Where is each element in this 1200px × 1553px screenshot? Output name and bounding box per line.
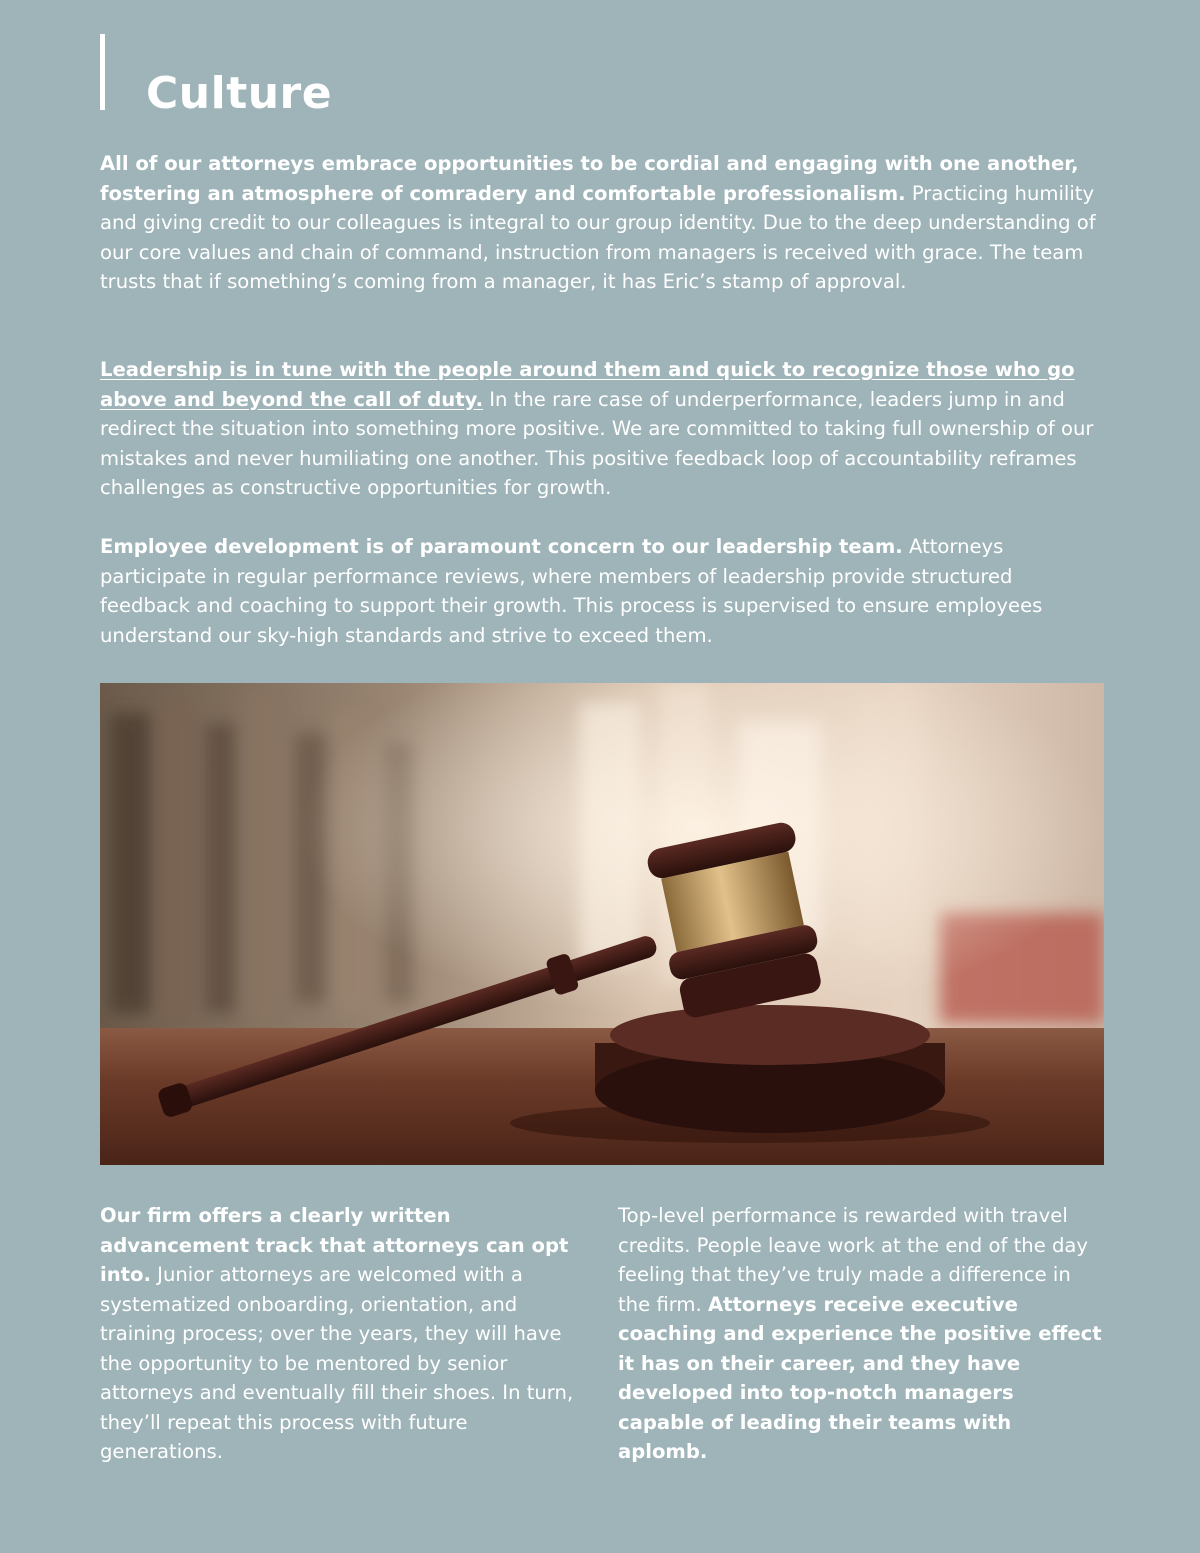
page-title: Culture [146, 68, 333, 119]
leadership-body: In the rare case of underperformance, leaders jump in and redirect the situation into something more positive. We are committed to taking full ownership of our mistakes and never humiliating one another. This positive feedback loop of accountability reframes challenges as constructive opportunities for growth. [100, 387, 1094, 499]
title-accent-bar [100, 34, 105, 110]
development-paragraph [100, 532, 1104, 650]
rewards-paragraph [618, 1201, 1104, 1467]
development-body: Attorneys participate in regular performance reviews, where members of leadership provide structured feedback and coaching to support their growth. This process is supervised to ensure employees understand our sky-high standards and strive to exceed them. [100, 535, 1043, 647]
gavel-photo [100, 683, 1104, 1165]
leadership-paragraph [100, 355, 1104, 503]
development-lead: Employee development is of paramount concern to our leadership team. [100, 535, 903, 558]
leadership-lead: Leadership is in tune with the people around them and quick to recognize those who go above and beyond the call of duty. [100, 358, 1075, 411]
intro-lead: All of our attorneys embrace opportunities to be cordial and engaging with one another, fostering an atmosphere of comradery and comfortable professionalism. [100, 152, 1079, 205]
advancement-paragraph [100, 1201, 586, 1467]
advancement-lead: Our firm offers a clearly written advancement track that attorneys can opt into. [100, 1204, 569, 1286]
intro-body: Practicing humility and giving credit to our colleagues is integral to our group identity. Due to the deep understanding of our core values and chain of command, instruction from managers is received with grace. The team trusts that if something’s coming from a manager, it has Eric’s stamp of approval. [100, 181, 1096, 293]
intro-paragraph [100, 149, 1104, 297]
rewards-body: Top-level performance is rewarded with travel credits. People leave work at the end of the day feeling that they’ve truly made a difference in the firm. [618, 1204, 1089, 1316]
advancement-body: Junior attorneys are welcomed with a systematized onboarding, orientation, and training process; over the years, they will have the opportunity to be mentored by senior attorneys and eventually fill their shoes. In turn, they’ll repeat this process with future generations. [100, 1263, 574, 1463]
rewards-lead: Attorneys receive executive coaching and experience the positive effect it has on their career, and they have developed into top-notch managers capable of leading their teams with aplomb. [618, 1292, 1102, 1463]
